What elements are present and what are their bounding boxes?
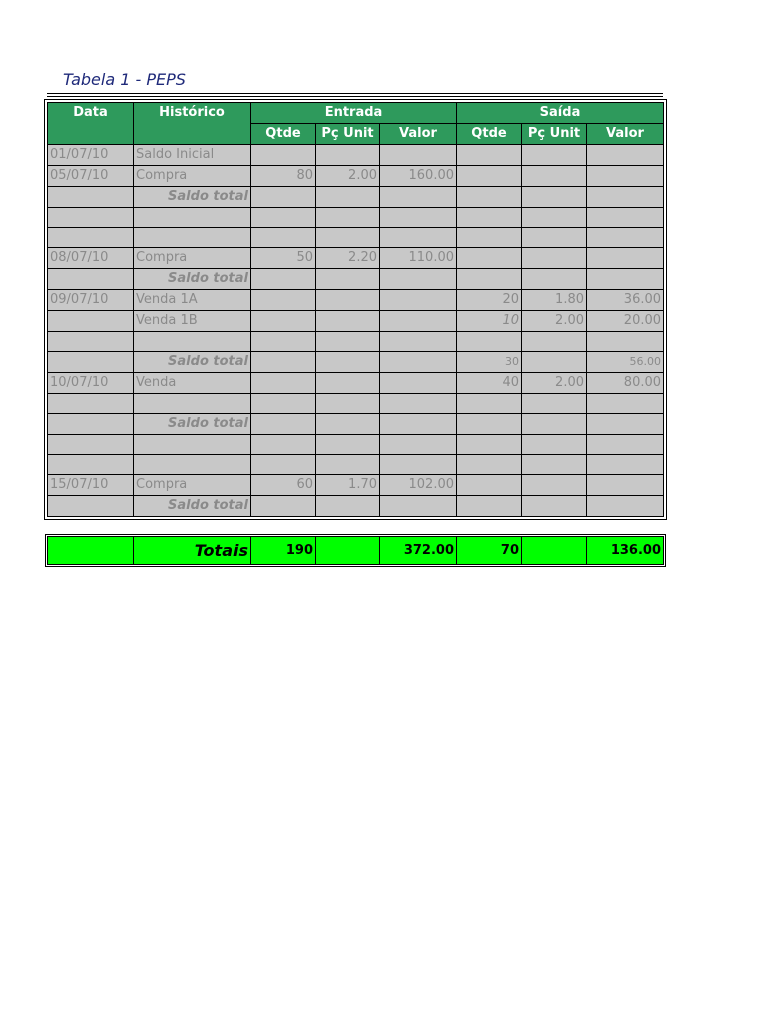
col-header-saida-qtde: Qtde xyxy=(457,124,522,145)
row-entrada-valor xyxy=(380,455,457,475)
row-saida-qtde xyxy=(457,208,522,228)
row-entrada-valor xyxy=(380,496,457,517)
totals-table xyxy=(47,536,664,565)
row-saida-qtde: 10 xyxy=(457,311,522,332)
ledger-header xyxy=(48,103,664,145)
row-entrada-valor: 160.00 xyxy=(380,166,457,187)
row-entrada-qtde xyxy=(251,290,316,311)
row-entrada-pc-unit xyxy=(316,496,380,517)
row-entrada-valor xyxy=(380,311,457,332)
ledger-row xyxy=(48,311,664,332)
row-entrada-valor xyxy=(380,332,457,352)
row-description: Saldo Inicial xyxy=(134,145,251,166)
row-description xyxy=(134,208,251,228)
row-saida-qtde xyxy=(457,496,522,517)
row-subtotal-label: Saldo total xyxy=(134,269,251,290)
row-saida-pc-unit xyxy=(522,475,587,496)
row-saida-qtde xyxy=(457,187,522,208)
totals-entrada-valor: 372.00 xyxy=(380,537,457,565)
row-entrada-qtde: 60 xyxy=(251,475,316,496)
row-date xyxy=(48,311,134,332)
row-saida-qtde xyxy=(457,475,522,496)
row-saida-qtde xyxy=(457,166,522,187)
row-entrada-pc-unit xyxy=(316,373,380,394)
row-entrada-pc-unit xyxy=(316,455,380,475)
row-entrada-pc-unit xyxy=(316,145,380,166)
row-subtotal-label: Saldo total xyxy=(134,352,251,373)
row-description: Venda 1B xyxy=(134,311,251,332)
row-entrada-valor xyxy=(380,269,457,290)
row-entrada-pc-unit xyxy=(316,332,380,352)
row-saida-valor: 80.00 xyxy=(587,373,664,394)
row-entrada-qtde xyxy=(251,187,316,208)
row-saida-pc-unit xyxy=(522,496,587,517)
row-entrada-qtde xyxy=(251,394,316,414)
row-description: Venda 1A xyxy=(134,290,251,311)
row-saida-qtde xyxy=(457,248,522,269)
row-saida-valor xyxy=(587,475,664,496)
row-entrada-pc-unit xyxy=(316,208,380,228)
row-saida-valor xyxy=(587,414,664,435)
row-entrada-valor xyxy=(380,352,457,373)
row-saida-valor xyxy=(587,455,664,475)
row-entrada-pc-unit xyxy=(316,228,380,248)
row-saida-valor xyxy=(587,332,664,352)
ledger-row xyxy=(48,352,664,373)
row-date xyxy=(48,496,134,517)
ledger-row xyxy=(48,208,664,228)
row-entrada-pc-unit xyxy=(316,414,380,435)
row-entrada-valor xyxy=(380,208,457,228)
row-date: 09/07/10 xyxy=(48,290,134,311)
ledger-row xyxy=(48,332,664,352)
row-date xyxy=(48,187,134,208)
row-entrada-qtde xyxy=(251,435,316,455)
row-saida-qtde: 30 xyxy=(457,352,522,373)
totals-row xyxy=(48,537,664,565)
col-header-entrada-qtde: Qtde xyxy=(251,124,316,145)
row-entrada-qtde xyxy=(251,496,316,517)
row-saida-valor xyxy=(587,208,664,228)
row-saida-pc-unit xyxy=(522,187,587,208)
row-entrada-valor: 102.00 xyxy=(380,475,457,496)
row-entrada-qtde xyxy=(251,352,316,373)
row-saida-valor xyxy=(587,435,664,455)
ledger-row xyxy=(48,475,664,496)
row-entrada-valor xyxy=(380,290,457,311)
table-title: Tabela 1 - PEPS xyxy=(63,70,186,89)
row-saida-valor xyxy=(587,248,664,269)
row-entrada-pc-unit xyxy=(316,394,380,414)
ledger-row xyxy=(48,187,664,208)
row-date: 10/07/10 xyxy=(48,373,134,394)
row-entrada-qtde xyxy=(251,269,316,290)
row-entrada-pc-unit: 1.70 xyxy=(316,475,380,496)
ledger-row xyxy=(48,290,664,311)
row-entrada-pc-unit xyxy=(316,187,380,208)
row-saida-pc-unit xyxy=(522,332,587,352)
row-date: 01/07/10 xyxy=(48,145,134,166)
row-entrada-pc-unit: 2.00 xyxy=(316,166,380,187)
row-entrada-pc-unit xyxy=(316,269,380,290)
row-entrada-valor xyxy=(380,187,457,208)
title-underline-top xyxy=(47,93,663,94)
row-description xyxy=(134,228,251,248)
peps-ledger-table xyxy=(47,102,664,517)
row-entrada-qtde xyxy=(251,208,316,228)
row-date: 08/07/10 xyxy=(48,248,134,269)
row-saida-valor xyxy=(587,269,664,290)
row-saida-valor xyxy=(587,228,664,248)
ledger-row xyxy=(48,394,664,414)
ledger-row xyxy=(48,455,664,475)
col-header-saida-valor: Valor xyxy=(587,124,664,145)
row-date: 15/07/10 xyxy=(48,475,134,496)
col-header-saida-pc-unit: Pç Unit xyxy=(522,124,587,145)
row-saida-qtde xyxy=(457,145,522,166)
row-saida-qtde xyxy=(457,414,522,435)
col-header-data: Data xyxy=(48,103,134,145)
row-saida-pc-unit xyxy=(522,394,587,414)
row-date xyxy=(48,352,134,373)
row-subtotal-label: Saldo total xyxy=(134,496,251,517)
row-saida-valor xyxy=(587,166,664,187)
row-saida-valor xyxy=(587,187,664,208)
row-saida-valor: 20.00 xyxy=(587,311,664,332)
row-entrada-valor xyxy=(380,373,457,394)
row-entrada-valor xyxy=(380,394,457,414)
row-saida-qtde: 20 xyxy=(457,290,522,311)
row-entrada-qtde xyxy=(251,373,316,394)
ledger-row xyxy=(48,166,664,187)
row-entrada-qtde: 80 xyxy=(251,166,316,187)
row-saida-valor: 56.00 xyxy=(587,352,664,373)
row-description xyxy=(134,332,251,352)
row-entrada-valor: 110.00 xyxy=(380,248,457,269)
row-date xyxy=(48,228,134,248)
row-entrada-pc-unit xyxy=(316,290,380,311)
row-saida-pc-unit xyxy=(522,435,587,455)
header-row-groups xyxy=(48,103,664,124)
ledger-row xyxy=(48,414,664,435)
row-description xyxy=(134,435,251,455)
row-entrada-qtde xyxy=(251,455,316,475)
ledger-row xyxy=(48,373,664,394)
totals-entrada-pc-unit xyxy=(316,537,380,565)
row-entrada-pc-unit xyxy=(316,435,380,455)
row-saida-qtde xyxy=(457,332,522,352)
row-entrada-qtde xyxy=(251,414,316,435)
row-saida-qtde xyxy=(457,228,522,248)
row-entrada-pc-unit xyxy=(316,311,380,332)
row-saida-pc-unit: 2.00 xyxy=(522,311,587,332)
row-saida-qtde xyxy=(457,394,522,414)
row-subtotal-label: Saldo total xyxy=(134,414,251,435)
ledger-row xyxy=(48,496,664,517)
row-description: Compra xyxy=(134,475,251,496)
group-header-saida: Saída xyxy=(457,103,664,124)
row-date xyxy=(48,269,134,290)
row-saida-pc-unit xyxy=(522,269,587,290)
row-entrada-valor xyxy=(380,414,457,435)
totals-saida-qtde: 70 xyxy=(457,537,522,565)
row-saida-valor: 36.00 xyxy=(587,290,664,311)
totals-saida-valor: 136.00 xyxy=(587,537,664,565)
title-underline-bottom xyxy=(47,96,663,97)
row-saida-pc-unit xyxy=(522,166,587,187)
ledger-row xyxy=(48,248,664,269)
row-date: 05/07/10 xyxy=(48,166,134,187)
row-description xyxy=(134,455,251,475)
totals-saida-pc-unit xyxy=(522,537,587,565)
row-entrada-qtde xyxy=(251,228,316,248)
row-subtotal-label: Saldo total xyxy=(134,187,251,208)
row-entrada-valor xyxy=(380,435,457,455)
ledger-row xyxy=(48,269,664,290)
row-saida-qtde xyxy=(457,269,522,290)
row-saida-valor xyxy=(587,496,664,517)
row-entrada-valor xyxy=(380,228,457,248)
row-date xyxy=(48,455,134,475)
row-saida-pc-unit: 1.80 xyxy=(522,290,587,311)
row-saida-pc-unit: 2.00 xyxy=(522,373,587,394)
totals-label: Totais xyxy=(134,537,251,565)
row-description: Compra xyxy=(134,166,251,187)
row-saida-qtde: 40 xyxy=(457,373,522,394)
row-saida-qtde xyxy=(457,435,522,455)
row-date xyxy=(48,208,134,228)
row-saida-pc-unit xyxy=(522,145,587,166)
row-date xyxy=(48,435,134,455)
group-header-entrada: Entrada xyxy=(251,103,457,124)
row-entrada-qtde: 50 xyxy=(251,248,316,269)
row-description: Compra xyxy=(134,248,251,269)
row-entrada-qtde xyxy=(251,145,316,166)
row-entrada-qtde xyxy=(251,332,316,352)
col-header-entrada-valor: Valor xyxy=(380,124,457,145)
row-date xyxy=(48,332,134,352)
row-entrada-valor xyxy=(380,145,457,166)
row-description: Venda xyxy=(134,373,251,394)
ledger-row xyxy=(48,145,664,166)
row-saida-pc-unit xyxy=(522,208,587,228)
row-date xyxy=(48,394,134,414)
row-saida-pc-unit xyxy=(522,414,587,435)
ledger-row xyxy=(48,435,664,455)
row-description xyxy=(134,394,251,414)
row-saida-pc-unit xyxy=(522,455,587,475)
col-header-historico: Histórico xyxy=(134,103,251,145)
col-header-entrada-pc-unit: Pç Unit xyxy=(316,124,380,145)
totals-blank-cell xyxy=(48,537,134,565)
row-saida-valor xyxy=(587,145,664,166)
row-date xyxy=(48,414,134,435)
totals-entrada-qtde: 190 xyxy=(251,537,316,565)
row-entrada-qtde xyxy=(251,311,316,332)
ledger-body xyxy=(48,145,664,517)
row-saida-pc-unit xyxy=(522,228,587,248)
row-saida-pc-unit xyxy=(522,248,587,269)
ledger-row xyxy=(48,228,664,248)
row-entrada-pc-unit: 2.20 xyxy=(316,248,380,269)
row-saida-pc-unit xyxy=(522,352,587,373)
row-entrada-pc-unit xyxy=(316,352,380,373)
row-saida-valor xyxy=(587,394,664,414)
row-saida-qtde xyxy=(457,455,522,475)
